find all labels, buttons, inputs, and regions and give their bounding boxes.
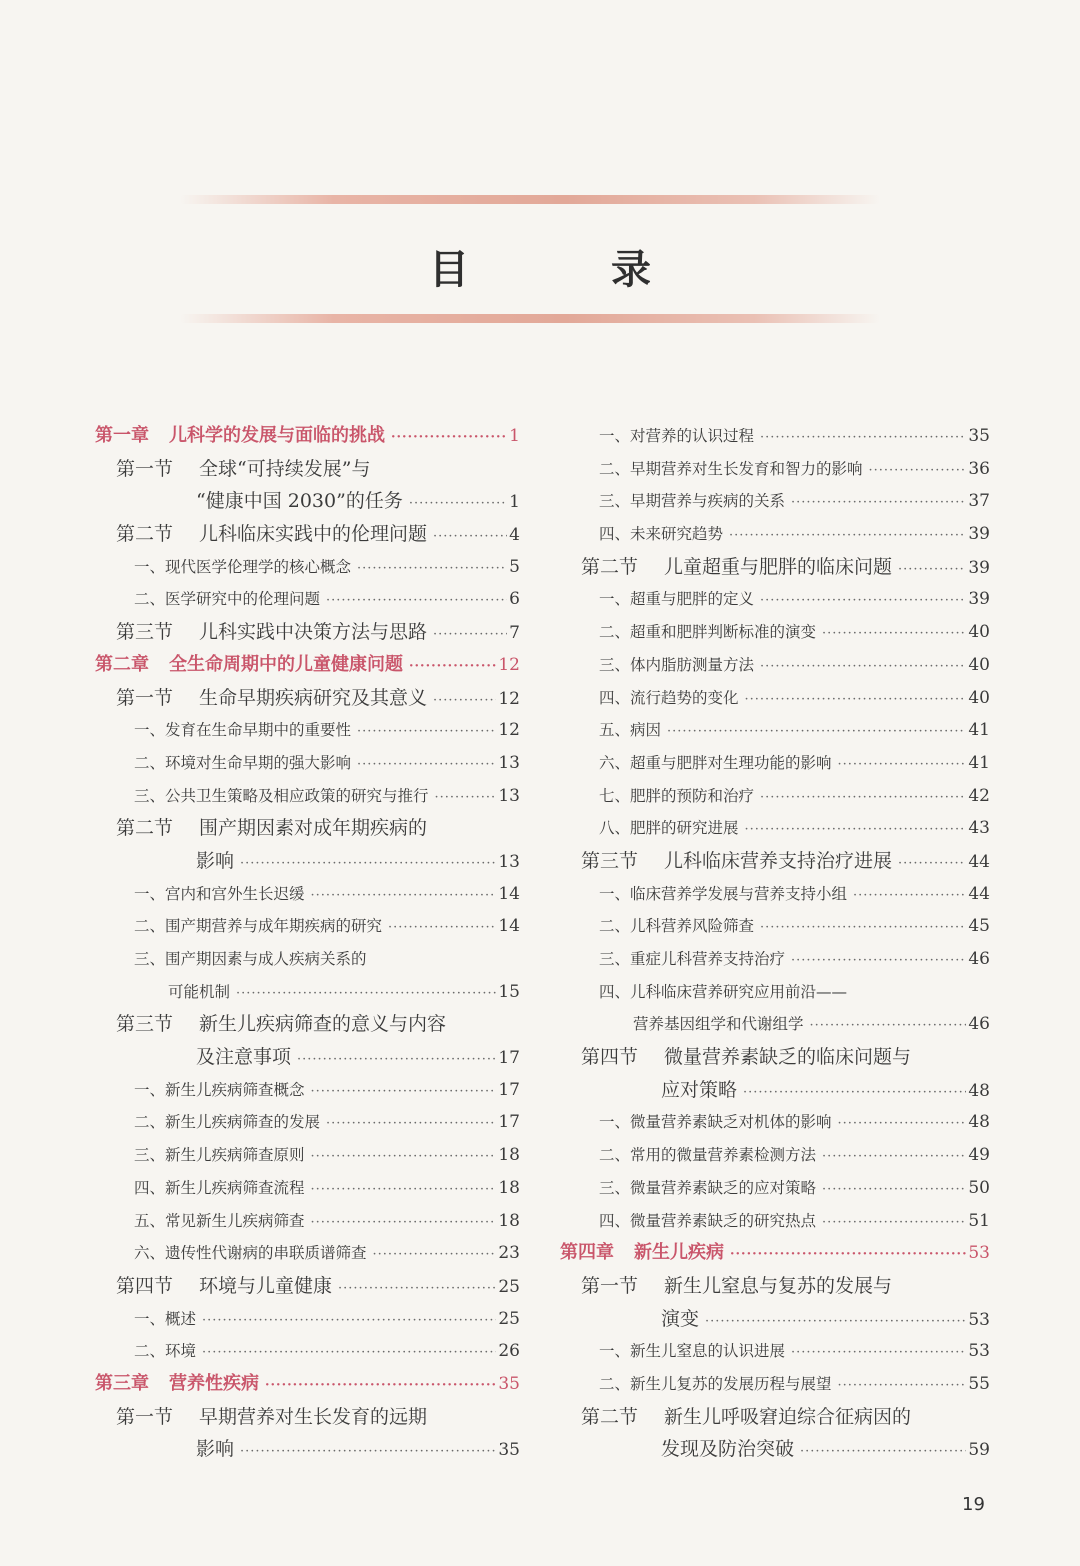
toc-section-entry[interactable] [90,518,520,551]
toc-leader-dots [409,651,496,684]
toc-page-number: 46 [968,1014,990,1035]
toc-item-entry[interactable] [555,1335,990,1368]
toc-entry-label: 儿童超重与肥胖的临床问题 [664,555,893,578]
toc-item-entry[interactable] [555,747,990,780]
toc-entry-text [581,1401,911,1434]
toc-entry-text: 一、发育在生命早期中的重要性 [134,721,352,740]
toc-entry-text: 四、儿科临床营养研究应用前沿—— [599,982,848,1001]
toc-leader-dots [898,554,966,587]
toc-page-number: 12 [498,688,520,709]
toc-leader-dots [869,455,967,488]
toc-leader-dots [435,782,497,815]
toc-section-continuation[interactable] [555,1433,990,1466]
toc-leader-dots [810,1010,967,1043]
toc-page-number: 40 [968,687,990,708]
page-number: 19 [962,1494,985,1515]
toc-item-entry[interactable] [555,878,990,911]
toc-page-number: 18 [498,1210,520,1231]
toc-entry-label: 新生儿窒息与复苏的发展与 [664,1274,893,1297]
toc-entry-text: 二、常用的微量营养素检测方法 [599,1146,817,1165]
toc-entry-number: 第二节 [116,817,174,840]
toc-page-number: 40 [968,654,990,675]
toc-leader-dots [822,1141,966,1174]
toc-page-number: 14 [498,883,520,904]
toc-entry-text [581,845,892,878]
toc-leader-dots [311,1076,497,1109]
toc-entry-number: 第二节 [581,1405,639,1428]
toc-entry-text: 四、新生儿疾病筛查流程 [134,1178,305,1197]
toc-entry-label: 新生儿疾病 [634,1242,724,1264]
toc-item-entry[interactable] [90,714,520,747]
toc-page-number: 45 [968,916,990,937]
toc-leader-dots [743,1077,966,1110]
toc-page-number: 53 [968,1309,990,1330]
toc-page-number: 49 [968,1145,990,1166]
toc-entry-text: 一、对营养的认识过程 [599,427,755,445]
toc-entry-text: 一、微量营养素缺乏对机体的影响 [599,1113,832,1132]
toc-item-entry[interactable] [90,1106,520,1139]
toc-entry-number: 第二节 [581,555,639,578]
toc-entry-text: 一、现代医学伦理学的核心概念 [134,557,352,576]
toc-chapter-entry[interactable] [555,1237,990,1270]
toc-item-continuation[interactable] [555,1008,990,1041]
toc-entry-text: 影响 [196,1438,235,1461]
toc-item-entry[interactable] [90,910,520,943]
toc-page-number: 18 [498,1177,520,1198]
toc-section-entry[interactable] [90,812,520,845]
toc-leader-dots [326,585,507,618]
toc-entry-text [560,1237,724,1270]
toc-page-number: 12 [498,720,520,741]
toc-section-entry[interactable] [90,682,520,715]
toc-entry-number: 第四节 [116,1274,174,1297]
decorative-rule-bottom [180,314,880,323]
toc-entry-text: 二、环境 [134,1342,197,1361]
toc-section-continuation[interactable] [90,1433,520,1466]
toc-entry-number: 第三节 [581,849,639,872]
toc-item-entry[interactable] [90,1172,520,1205]
toc-item-entry[interactable] [555,616,990,649]
toc-right-column [555,420,990,1466]
toc-entry-text: 四、未来研究趋势 [599,525,724,544]
toc-leader-dots [202,1305,496,1338]
toc-leader-dots [357,749,496,782]
toc-item-entry[interactable] [555,453,990,486]
toc-entry-text: 七、肥胖的预防和治疗 [599,786,755,805]
toc-item-entry[interactable] [90,1139,520,1172]
toc-entry-label: 新生儿呼吸窘迫综合征病因的 [664,1405,912,1428]
toc-page-number: 25 [498,1276,520,1297]
toc-item-entry[interactable] [90,583,520,616]
toc-entry-text [116,1008,446,1041]
toc-page-number: 26 [498,1341,520,1362]
toc-page-number: 55 [968,1373,990,1394]
toc-page-number: 5 [509,556,520,577]
toc-entry-text: 五、病因 [599,721,662,740]
toc-item-entry[interactable] [555,1139,990,1172]
toc-entry-label: 儿科学的发展与面临的挑战 [169,425,385,446]
toc-entry-text [116,1270,332,1303]
toc-item-entry[interactable] [90,943,520,976]
toc-page-number: 12 [498,654,520,675]
toc-entry-text: 三、体内脂肪测量方法 [599,655,755,674]
toc-page-number: 39 [968,524,990,545]
toc-entry-label: 全球“可持续发展”与 [199,457,371,480]
toc-entry-label: 生命早期疾病研究及其意义 [199,686,428,709]
toc-entry-label: 儿科实践中决策方法与思路 [199,621,428,644]
toc-leader-dots [729,520,966,553]
toc-leader-dots [898,848,966,881]
toc-section-entry[interactable] [555,845,990,878]
toc-item-entry[interactable] [555,1172,990,1205]
toc-item-entry[interactable] [555,714,990,747]
toc-leader-dots [202,1337,496,1370]
toc-entry-number: 第一节 [581,1274,639,1297]
toc-leader-dots [236,978,496,1011]
toc-leader-dots [791,487,966,520]
toc-page-number: 17 [498,1048,520,1069]
toc-leader-dots [705,1306,966,1339]
toc-leader-dots [838,749,967,782]
toc-leader-dots [822,1207,966,1240]
toc-entry-text: 一、新生儿窒息的认识进展 [599,1342,786,1361]
toc-entry-text: 三、重症儿科营养支持治疗 [599,950,786,968]
toc-item-entry[interactable] [555,780,990,813]
toc-entry-label: 新生儿疾病筛查的意义与内容 [199,1013,447,1036]
toc-leader-dots [838,1370,967,1403]
toc-leader-dots [311,880,497,913]
toc-section-entry[interactable] [555,1270,990,1303]
toc-page-number: 14 [498,916,520,937]
toc-entry-text: 三、新生儿疾病筛查原则 [134,1146,305,1165]
toc-chapter-entry[interactable] [90,1368,520,1401]
toc-entry-text: 演变 [661,1307,700,1330]
toc-page-number: 43 [968,818,990,839]
toc-page-number: 39 [968,589,990,610]
toc-leader-dots [240,848,496,881]
toc-leader-dots [311,1141,497,1174]
toc-item-continuation[interactable] [90,976,520,1009]
toc-entry-text [116,453,370,486]
toc-entry-text [581,1270,892,1303]
toc-page-number: 4 [509,525,520,546]
toc-leader-dots [357,716,496,749]
toc-entry-number: 第三节 [116,1013,174,1036]
toc-leader-dots [667,716,966,749]
toc-page-number: 46 [968,949,990,969]
toc-item-entry[interactable] [90,1335,520,1368]
toc-entry-text: 及注意事项 [196,1046,292,1069]
toc-page-number: 48 [968,1112,990,1133]
toc-item-entry[interactable] [90,780,520,813]
toc-entry-text: 一、概述 [134,1309,197,1328]
toc-entry-text: 八、肥胖的研究进展 [599,819,739,838]
toc-page-number: 41 [968,752,990,773]
toc-leader-dots [433,521,507,554]
toc-entry-text: 二、环境对生命早期的强大影响 [134,753,352,772]
toc-entry-text [95,649,403,682]
toc-item-entry[interactable] [555,420,990,453]
toc-leader-dots [791,1337,966,1370]
toc-page-number: 15 [498,981,520,1002]
toc-entry-text: 一、宫内和宫外生长迟缓 [134,884,305,903]
toc-entry-text: 四、流行趋势的变化 [599,688,739,707]
toc-entry-text: 发现及防治突破 [661,1438,795,1461]
toc-entry-label: 儿科临床实践中的伦理问题 [199,523,428,546]
toc-item-entry[interactable] [90,1237,520,1270]
toc-entry-text: 三、围产期因素与成人疾病关系的 [134,950,367,968]
toc-entry-text: 三、公共卫生策略及相应政策的研究与推行 [134,786,429,805]
toc-entry-text: 五、常见新生儿疾病筛查 [134,1211,305,1230]
toc-page-number: 40 [968,622,990,643]
toc-leader-dots [338,1273,496,1306]
toc-page-number: 53 [968,1341,990,1362]
toc-leader-dots [745,814,967,847]
toc-entry-text [95,1368,259,1401]
toc-entry-text: 三、早期营养与疾病的关系 [599,492,786,511]
toc-page-number: 35 [498,1373,520,1394]
toc-entry-text: 六、超重与肥胖对生理功能的影响 [599,753,832,772]
toc-leader-dots [760,912,966,945]
toc-leader-dots [311,1207,497,1240]
toc-entry-text: 一、临床营养学发展与营养支持小组 [599,884,848,903]
toc-entry-text [116,616,427,649]
toc-section-entry[interactable] [555,1041,990,1074]
toc-entry-number: 第二节 [116,523,174,546]
toc-entry-label: 全生命周期中的儿童健康问题 [169,653,403,675]
toc-entry-label: 围产期因素对成年期疾病的 [199,817,428,840]
toc-leader-dots [760,585,966,618]
toc-entry-number: 第三章 [95,1372,149,1394]
toc-section-entry[interactable] [90,453,520,486]
toc-entry-text: 二、超重和肥胖判断标准的演变 [599,623,817,642]
toc-chapter-entry[interactable] [90,420,520,453]
toc-page-number: 42 [968,785,990,806]
toc-entry-number: 第一章 [95,425,149,446]
toc-page-number: 1 [509,426,520,446]
toc-page-number: 48 [968,1080,990,1101]
toc-item-entry[interactable] [90,1303,520,1336]
toc-page-number: 37 [968,491,990,512]
toc-leader-dots [433,619,507,652]
toc-item-entry[interactable] [90,551,520,584]
toc-leader-dots [791,945,966,978]
toc-section-continuation[interactable] [90,485,520,518]
toc-entry-text [581,551,892,584]
toc-page-number: 6 [509,589,520,610]
toc-item-entry[interactable] [555,583,990,616]
toc-entry-number: 第三节 [116,621,174,644]
toc-entry-number: 第一节 [116,1405,174,1428]
toc-entry-label: 早期营养对生长发育的远期 [199,1405,428,1428]
toc-entry-text: 二、新生儿疾病筛查的发展 [134,1113,321,1132]
toc-page-number: 44 [968,851,990,872]
toc-item-entry[interactable] [555,976,990,1009]
toc-entry-text: 营养基因组学和代谢组学 [633,1015,804,1034]
toc-page-number: 35 [968,426,990,446]
toc-entry-text: 四、微量营养素缺乏的研究热点 [599,1211,817,1230]
toc-leader-dots [391,422,507,455]
toc-page-number: 18 [498,1145,520,1166]
toc-page-number: 39 [968,557,990,578]
toc-item-entry[interactable] [555,943,990,976]
toc-item-entry[interactable] [555,682,990,715]
toc-item-entry[interactable] [555,1368,990,1401]
toc-leader-dots [373,1239,497,1272]
toc-entry-text [116,518,427,551]
toc-entry-number: 第一节 [116,686,174,709]
toc-page-number: 50 [968,1177,990,1198]
toc-entry-text: 一、新生儿疾病筛查概念 [134,1080,305,1099]
toc-entry-text: 影响 [196,849,235,872]
toc-leader-dots [730,1239,966,1272]
toc-section-entry[interactable] [90,1008,520,1041]
toc-section-continuation[interactable] [555,1074,990,1107]
toc-entry-label: 环境与儿童健康 [199,1274,333,1297]
toc-entry-text: “健康中国 2030”的任务 [196,490,403,513]
toc-section-continuation[interactable] [90,845,520,878]
toc-entry-text: 一、超重与肥胖的定义 [599,590,755,609]
toc-leader-dots [760,651,966,684]
toc-leader-dots [433,685,496,718]
toc-leader-dots [853,880,966,913]
toc-page-number: 13 [498,752,520,773]
toc-section-entry[interactable] [555,551,990,584]
toc-entry-number: 第二章 [95,653,149,675]
toc-entry-text: 应对策略 [661,1078,738,1101]
toc-entry-text [116,812,427,845]
toc-page-number: 7 [509,623,520,644]
toc-entry-text: 六、遗传性代谢病的串联质谱筛查 [134,1244,367,1263]
toc-item-entry[interactable] [90,1205,520,1238]
toc-item-entry[interactable] [555,518,990,551]
toc-leader-dots [760,422,966,455]
toc-entry-label: 营养性疾病 [169,1372,259,1394]
toc-page-number: 13 [498,851,520,872]
toc-page-number: 23 [498,1243,520,1264]
toc-leader-dots [297,1044,496,1077]
toc-left-column [90,420,520,1466]
toc-page-number: 17 [498,1112,520,1133]
toc-page-number: 35 [498,1440,520,1461]
toc-page-number: 25 [498,1308,520,1329]
toc-item-entry[interactable] [555,485,990,518]
toc-entry-text [95,420,385,453]
toc-item-entry[interactable] [555,1205,990,1238]
toc-entry-text [581,1041,911,1074]
decorative-rule-top [180,195,880,204]
toc-page-number: 59 [968,1440,990,1461]
toc-entry-label: 儿科临床营养支持治疗进展 [664,849,893,872]
toc-page-number: 44 [968,883,990,904]
toc-leader-dots [822,1174,966,1207]
toc-leader-dots [838,1108,967,1141]
toc-entry-number: 第一节 [116,457,174,480]
toc-entry-text: 二、医学研究中的伦理问题 [134,590,321,609]
toc-page-number: 13 [498,785,520,806]
toc-leader-dots [326,1108,496,1141]
toc-item-entry[interactable] [555,812,990,845]
toc-page-number: 36 [968,458,990,479]
toc-leader-dots [822,618,966,651]
toc-item-entry[interactable] [555,649,990,682]
toc-entry-text: 二、新生儿复苏的发展历程与展望 [599,1374,832,1393]
toc-leader-dots [800,1436,966,1469]
toc-leader-dots [388,912,496,945]
toc-leader-dots [240,1436,496,1469]
toc-entry-number: 第四章 [560,1242,614,1264]
toc-leader-dots [760,782,966,815]
toc-entry-text [116,682,427,715]
toc-section-entry[interactable] [90,1270,520,1303]
toc-entry-number: 第四节 [581,1046,639,1069]
toc-item-entry[interactable] [90,1074,520,1107]
toc-section-entry[interactable] [555,1401,990,1434]
toc-page-number: 41 [968,720,990,741]
toc-chapter-entry[interactable] [90,649,520,682]
toc-page-number: 53 [968,1243,990,1264]
toc-entry-text: 二、围产期营养与成年期疾病的研究 [134,917,383,936]
toc-item-entry[interactable] [555,910,990,943]
page-title: 目 录 [429,247,715,293]
toc-page-number: 51 [968,1210,990,1231]
toc-entry-text [116,1401,427,1434]
toc-section-continuation[interactable] [90,1041,520,1074]
toc-section-entry[interactable] [90,616,520,649]
toc-entry-text: 二、早期营养对生长发育和智力的影响 [599,459,863,478]
toc-entry-label: 微量营养素缺乏的临床问题与 [664,1046,912,1069]
toc-page-number: 1 [509,492,520,513]
toc-entry-text: 可能机制 [168,982,231,1001]
toc-leader-dots [409,488,507,521]
toc-leader-dots [311,1174,497,1207]
toc-section-continuation[interactable] [555,1303,990,1336]
toc-item-entry[interactable] [90,878,520,911]
toc-section-entry[interactable] [90,1401,520,1434]
toc-item-entry[interactable] [555,1106,990,1139]
toc-entry-text: 三、微量营养素缺乏的应对策略 [599,1178,817,1197]
toc-leader-dots [265,1370,496,1403]
toc-item-entry[interactable] [90,747,520,780]
toc-leader-dots [745,684,967,717]
toc-entry-text: 二、儿科营养风险筛查 [599,917,755,936]
toc-leader-dots [357,553,507,586]
toc-page-number: 17 [498,1079,520,1100]
